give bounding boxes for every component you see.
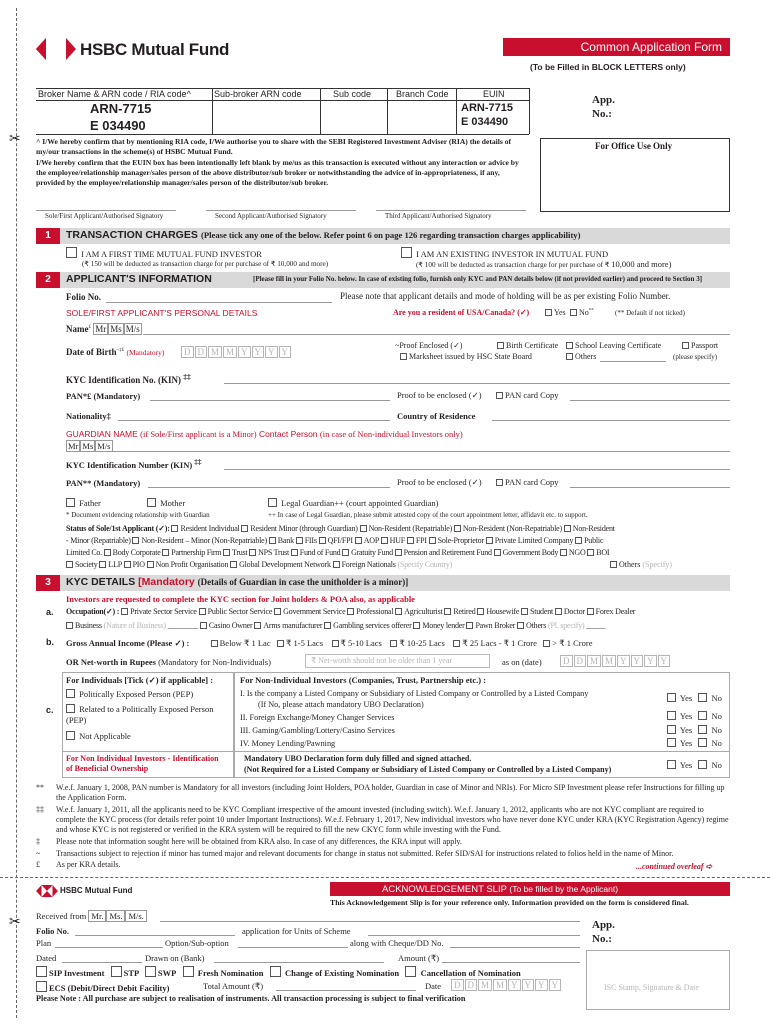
status-line-2: - Minor (Repatriable) Non-Resident – Minor (Non-Repatriable) Bank FIIs QFI/FPI AOP HUF FPI Sole-Proprietor Private Limited Company Public (66, 536, 604, 545)
arn-code: ARN-7715 (90, 101, 152, 116)
q3: III. Gaming/Gambling/Lottery/Casino Services (240, 726, 395, 735)
others-proof[interactable]: Others (566, 352, 596, 361)
office-use-label: For Office Use Only (595, 141, 673, 151)
isc-stamp-box (586, 950, 730, 1010)
q2: II. Foreign Exchange/Money Changer Services (240, 713, 395, 722)
proof-enclosed: ~Proof Enclosed (✓) (395, 341, 463, 350)
ack-brand: HSBC Mutual Fund (60, 886, 133, 895)
ack-drawn: Drawn on (Bank) (145, 953, 205, 963)
q2-yes-no[interactable]: Yes No (667, 711, 722, 721)
dob-input[interactable]: D D M M Y Y Y Y (181, 346, 292, 358)
form-title: Common Application Form (503, 38, 730, 56)
income-row: Gross Annual Income (Please ✓) : Below ₹ 1 Lac ₹ 1-5 Lacs ₹ 5-10 Lacs ₹ 10-25 Lacs ₹ 25 Lacs - ₹ 1 Crore > ₹ 1 Crore (66, 638, 593, 648)
ack-date-input[interactable]: D D M M Y Y Y Y (451, 979, 562, 991)
q3-yes-no[interactable]: Yes No (667, 725, 722, 735)
branchcode-col-header: Branch Code (396, 89, 449, 99)
cut-line (16, 8, 17, 1018)
note-sym-1: ** (36, 783, 44, 792)
euin-declaration: I/We hereby confirm that the EUIN box has been intentionally left blank by me/us as this transaction is executed without any interaction or advice by the employee/relationship manager/sales person of the above distributor/sub broker or notwithstanding the advice of in-appropriateness, if any, provided by the employee/relationship manager/sales person of the distributor/sub broker. (36, 158, 519, 187)
ack-total: Total Amount (₹) (203, 981, 264, 991)
note-sym-2: ‡‡ (36, 805, 44, 814)
guardian-title-boxes[interactable]: Mr Ms M/s (68, 441, 111, 451)
occupation-row-2: Business (Nature of Business) ________ Casino Owner Arms manufacturer Gambling services offerer Money lender Pawn Broker Others (Pl. specify) _____ (66, 621, 605, 630)
note-sym-3: ‡ (36, 837, 40, 846)
for-individuals: For Individuals [Tick (✓) if applicable] : (66, 675, 214, 685)
section1-title: TRANSACTION CHARGES (66, 229, 198, 241)
father-option[interactable]: Father (66, 498, 101, 508)
section1-number: 1 (36, 228, 60, 244)
ria-declaration: ^ I/We hereby confirm that by mentioning RIA code, I/We authorise you to share with the SEBI Registered Investment Adviser (RIA) the details of my/our transactions in the scheme(s) of HSBC Mutual Fund. (36, 137, 512, 156)
ack-option: Option/Sub-option (165, 938, 229, 948)
ack-options-row[interactable]: SIP Investment STP SWP Fresh Nomination Change of Existing Nomination Cancellation of Nomination (36, 966, 521, 978)
ack-app-no: App. No.: (592, 919, 615, 945)
guardian-pan-proof: Proof to be enclosed (✓) (397, 477, 482, 487)
networth-label: OR Net-worth in Rupees (Mandatory for Non-Individuals) (66, 657, 271, 667)
subbroker-col-header: Sub-broker ARN code (214, 89, 302, 99)
ack-folio: Folio No. (36, 926, 70, 936)
pan-label: PAN*£ (Mandatory) (66, 391, 141, 401)
broker-col-header: Broker Name & ARN code / RIA code^ (38, 89, 191, 99)
first-time-note: (₹ 150 will be deducted as transaction charge for per purchase of ₹ 10,000 and more) (82, 260, 329, 268)
note-sym-4: ~ (36, 849, 41, 858)
isc-stamp-label: ISC Stamp, Signature & Date (604, 983, 699, 992)
euin-code[interactable]: E 034490 (461, 116, 509, 128)
note-1: W.e.f. January 1, 2008, PAN number is Mandatory for all investors (including Joint Holders, POA holder, Guardian in case of Minor and NRIs). For Micro SIP Investment please refer Instructions for filling up the Application Form. (56, 783, 725, 802)
arrow-right-icon: ➪ (705, 862, 713, 871)
section1-note: (Please tick any one of the below. Refer point 6 on page 126 regarding transaction charges applicability) (201, 230, 581, 240)
related-pep-option[interactable]: Related to a Politically Exposed Person (PEP) (66, 704, 214, 725)
marksheet[interactable]: Marksheet issued by HSC State Board (400, 352, 532, 361)
note-5: As per KRA details. (56, 860, 121, 869)
note-2: W.e.f. January 1, 2011, all the applicants need to be KYC Compliant irrespective of the amount invested (including switch). W.e.f. January 1, 2012, applicants who are not KYC compliant are required to complete the KYC process (for details refer point 10 under Important Instructions). W.e.f. February 1, 2017, New individual investors who have never done KYC under KRA (KYC Registration Agency) regime and whose KYC is not registered or verified in the KRA system will be required to fill the new CKYC form while investing with the Fund. (56, 805, 729, 834)
sig-second: Second Applicant/Authorised Signatory (215, 212, 327, 220)
label-c: c. (46, 705, 54, 715)
ack-date-label: Date (425, 981, 442, 991)
status-line-4: Society LLP PIO Non Profit Organisation Global Development Network Foreign Nationals (Specify Country) (66, 560, 452, 569)
pep-option[interactable]: Politically Exposed Person (PEP) (66, 689, 193, 699)
ack-title-bar: ACKNOWLEDGEMENT SLIP (To be filled by the Applicant) (330, 882, 730, 896)
legal-note: ++ In case of Legal Guardian, please submit attested copy of the court appointment letter, affidavit etc. to support. (268, 511, 588, 519)
subcode-col-header: Sub code (333, 89, 372, 99)
as-on-date-input[interactable]: D D M M Y Y Y Y (560, 655, 671, 667)
scissors-icon: ✂ (9, 915, 21, 930)
usa-no[interactable]: No** (570, 308, 594, 317)
section2-note: [Please fill in your Folio No. below. In case of existing folio, furnish only KYC and PAN details below (if not provided earlier) and proceed to Section 3] (253, 275, 703, 283)
dob-label: Date of Birth~‡£ (Mandatory) (66, 347, 165, 357)
status-others[interactable]: Others (Specify) (610, 560, 672, 569)
scissors-icon: ✂ (9, 132, 21, 147)
q1-note: (If No, please attach mandatory UBO Declaration) (258, 700, 424, 709)
nationality-label: Nationality‡ (66, 411, 111, 421)
passport[interactable]: Passport (682, 341, 718, 350)
app-no-label: App. No.: (592, 94, 615, 120)
section2-number: 2 (36, 272, 60, 288)
q4-yes-no[interactable]: Yes No (667, 738, 722, 748)
sole-title: SOLE/FIRST APPLICANT'S PERSONAL DETAILS (66, 308, 258, 318)
received-from: Received from Mr. Ms. M/s. (36, 911, 147, 921)
kyc-no-label: KYC Identification No. (KIN) ‡‡ (66, 372, 191, 385)
label-b: b. (46, 637, 54, 647)
ack-dated: Dated (36, 953, 57, 963)
sig-first: Sole/First Applicant/Authorised Signatory (45, 212, 164, 220)
pan-card-copy[interactable]: PAN card Copy (496, 390, 559, 400)
mother-option[interactable]: Mother (147, 498, 185, 508)
hsbc-logo-icon (36, 885, 58, 899)
ack-note: Please Note : All purchase are subject to realisation of instruments. All transaction processing is subject to final verification (36, 994, 466, 1003)
guardian-pan-label: PAN** (Mandatory) (66, 478, 141, 488)
school-cert[interactable]: School Leaving Certificate (566, 341, 661, 350)
beneficial-ownership-title: For Non Individual Investors - Identification of Beneficial Ownership (66, 754, 219, 773)
q4: IV. Money Lending/Pawning (240, 739, 336, 748)
q1: I. Is the company a Listed Company or Subsidiary of Listed Company or Controlled by a Listed Company (240, 689, 589, 698)
status-line-1: Status of Sole/1st Applicant (✓): Resident Individual Resident Minor (through Guardian) Non-Resident (Repatriable) Non-Resident (Non-Repatriable) Non-Resident (66, 524, 615, 533)
note-sym-5: £ (36, 860, 40, 869)
section3-number: 3 (36, 575, 60, 591)
ack-amount: Amount (₹) (398, 953, 440, 963)
networth-input[interactable]: ₹ Net-worth should not be older than 1 year (305, 654, 490, 668)
guardian-pan-copy[interactable]: PAN card Copy (496, 477, 559, 487)
q1-yes-no[interactable]: Yes No (667, 693, 722, 703)
legal-guardian-option[interactable]: Legal Guardian++ (court appointed Guardian) (268, 498, 438, 508)
for-non-individuals: For Non-Individual Investors (Companies, Trust, Partnership etc.) : (240, 675, 487, 685)
e-code: E 034490 (90, 118, 146, 133)
occupation-row-1: Occupation(✓) : Private Sector Service Public Sector Service Government Service Professional Agriculturist Retired Housewife Student Doctor Forex Dealer (66, 607, 636, 616)
continued-overleaf: ...continued overleaf ➪ (636, 862, 713, 871)
section3-note: Investors are requested to complete the KYC section for Joint holders & POA also, as applicable (66, 594, 415, 604)
guardian-kin-label: KYC Identification Number (KIN) ‡‡ (66, 458, 202, 470)
name-row: Name£ Mr Ms M/s (66, 324, 140, 334)
euin-arn[interactable]: ARN-7715 (461, 102, 513, 114)
usa-question: Are you a resident of USA/Canada? (✓) (393, 308, 530, 317)
ack-app-units: application for Units of Scheme (242, 926, 351, 936)
ack-subtitle: This Acknowledgement Slip is for your reference only. Information provided on the form is considered final. (330, 898, 689, 907)
note-3: Please note that information sought here will be obtained from KRA also. In case of any differences, the KRA input will apply. (56, 837, 462, 846)
status-line-3: Limited Co. Body Corporate Partnership Firm Trust NPS Trust Fund of Fund Gratuity Fund Pension and Retirement Fund Government Body NGO BOI (66, 548, 610, 557)
birth-cert[interactable]: Birth Certificate (497, 341, 558, 350)
as-on-label: as on (date) (502, 657, 542, 667)
existing-option[interactable]: I AM AN EXISTING INVESTOR IN MUTUAL FUND (401, 247, 608, 259)
please-specify: (please specify) (673, 353, 718, 361)
sig-third: Third Applicant/Authorised Signatory (385, 212, 492, 220)
label-a: a. (46, 607, 54, 617)
folio-label: Folio No. (66, 292, 101, 302)
ubo-note: (Not Required for a Listed Company or Subsidiary of Listed Company or Controlled by a Listed Company) (244, 765, 612, 774)
first-time-option[interactable]: I AM A FIRST TIME MUTUAL FUND INVESTOR (66, 247, 262, 259)
existing-note: (₹ 100 will be deducted as transaction charge for per purchase of ₹ 10,000 and more) (416, 259, 672, 269)
usa-note: (** Default if not ticked) (615, 309, 685, 317)
hsbc-logo-icon (36, 38, 76, 62)
doc-note: * Document evidencing relationship with Guardian (66, 511, 210, 519)
country-label: Country of Residence (397, 411, 476, 421)
guardian-title-row: GUARDIAN NAME (if Sole/First applicant is a Minor) Contact Person (in case of Non-individual Investors only) (66, 429, 463, 439)
ack-ecs[interactable]: ECS (Debit/Direct Debit Facility) (36, 981, 169, 993)
note-4: Transactions subject to rejection if minor has turned major and relevant documents for change in status not submitted. Refer SID/SAI for instructions related to folios held in the name of Minor. (56, 849, 674, 858)
not-applicable-option[interactable]: Not Applicable (66, 731, 131, 741)
ubo-yes-no[interactable]: Yes No (667, 760, 722, 770)
brand-name: HSBC Mutual Fund (80, 40, 230, 59)
euin-col-header: EUIN (483, 89, 505, 99)
folio-note: Please note that applicant details and mode of holding will be as per existing Folio Number. (340, 291, 671, 301)
ack-along: along with Cheque/DD No. (350, 938, 444, 948)
form-subtitle: (To be Filled in BLOCK LETTERS only) (530, 62, 686, 72)
pan-proof-label: Proof to be enclosed (✓) (397, 390, 482, 400)
tear-line (0, 877, 770, 878)
usa-yes[interactable]: Yes (545, 308, 566, 317)
ack-plan: Plan (36, 938, 52, 948)
ubo-declaration: Mandatory UBO Declaration form duly filled and signed attached. (244, 754, 472, 763)
section2-title: APPLICANT'S INFORMATION (66, 273, 212, 285)
section3-title: KYC DETAILS [Mandatory (Details of Guardian in case the unitholder is a minor)] (66, 576, 409, 588)
